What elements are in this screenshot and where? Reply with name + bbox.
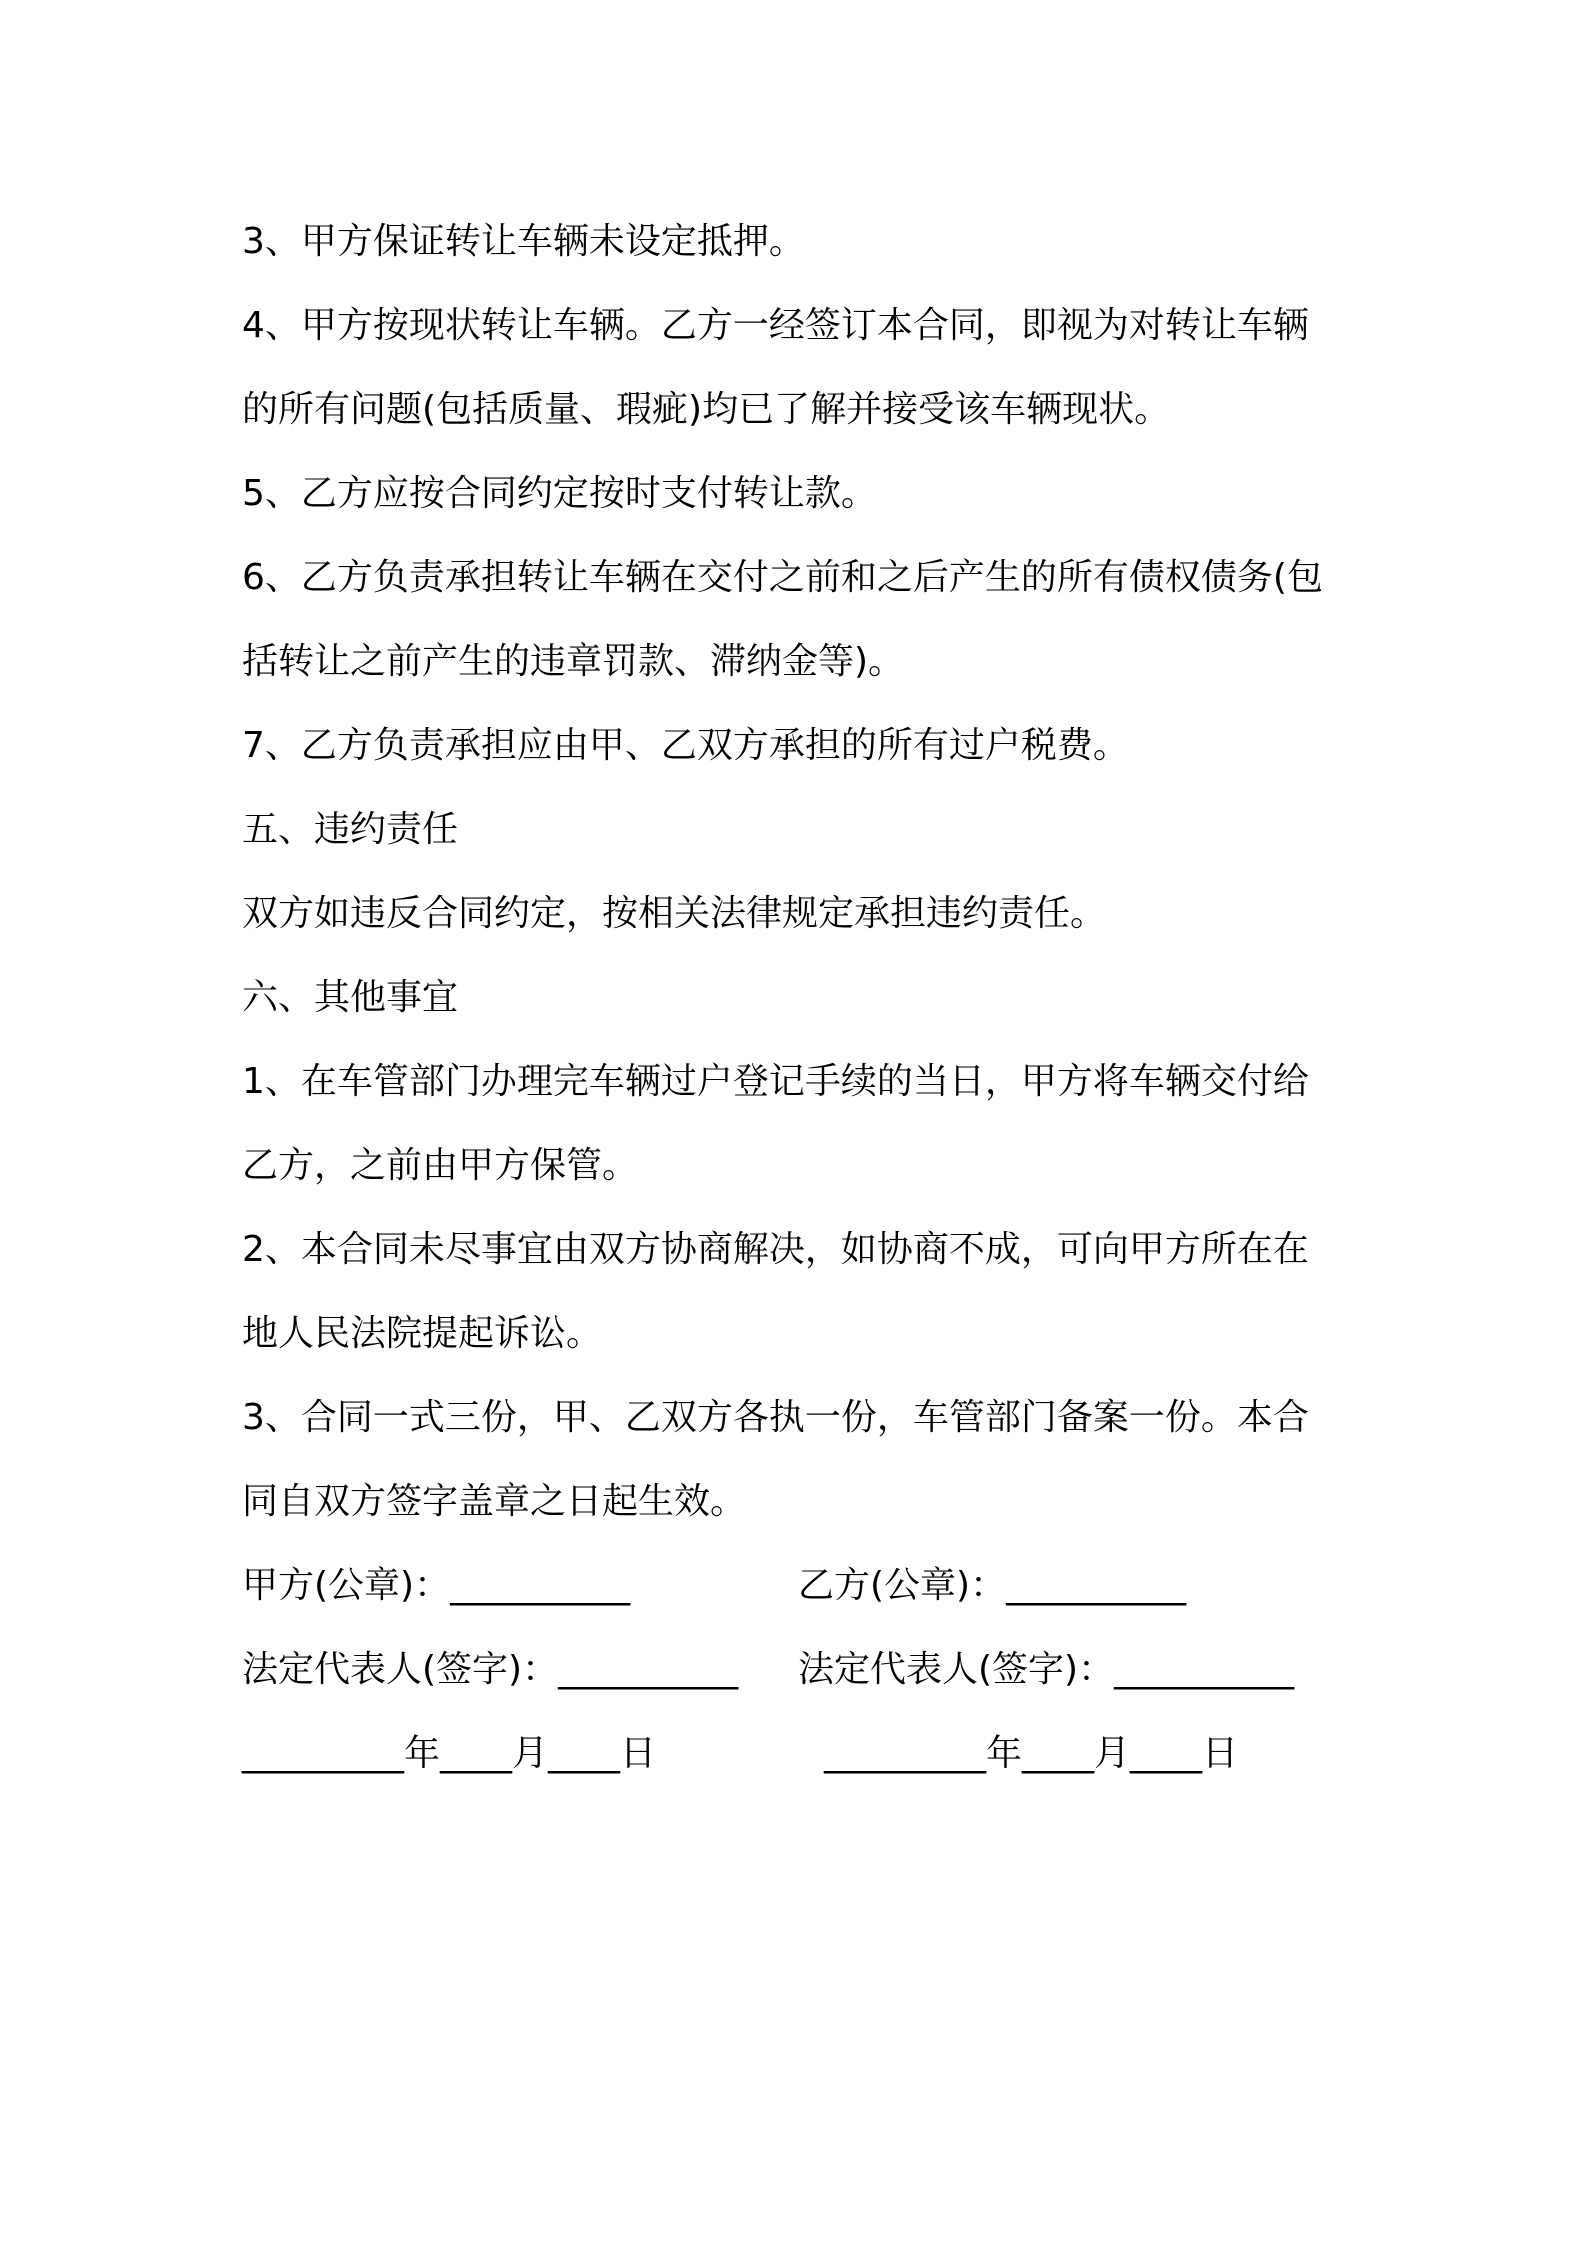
section-6-heading: 六、其他事宜 (242, 977, 459, 1018)
clause-4-line-1: 4、甲方按现状转让车辆。乙方一经签订本合同，即视为对转让车辆 (242, 305, 1309, 346)
document-body (242, 200, 1367, 1796)
party-b-seal-field: 乙方(公章)：__________ (798, 1565, 1187, 1606)
clause-6-line-2: 括转让之前产生的违章罚款、滞纳金等)。 (242, 641, 905, 682)
signature-rep-row (242, 1628, 1367, 1712)
signature-date-row (242, 1712, 1367, 1796)
other-clause-2-line-2: 地人民法院提起诉讼。 (242, 1313, 603, 1354)
clause-6-line-1: 6、乙方负责承担转让车辆在交付之前和之后产生的所有债权债务(包 (242, 557, 1323, 598)
other-clause-2-line-1: 2、本合同未尽事宜由双方协商解决，如协商不成，可向甲方所在在 (242, 1229, 1309, 1270)
party-b-date-field: _________年____月____日 (824, 1733, 1238, 1774)
section-5-heading: 五、违约责任 (242, 809, 459, 850)
party-a-date-field: _________年____月____日 (242, 1733, 656, 1774)
party-a-seal-field: 甲方(公章)：__________ (242, 1565, 631, 1606)
clause-4-line-2: 的所有问题(包括质量、瑕疵)均已了解并接受该车辆现状。 (242, 389, 1171, 430)
party-b-rep-field: 法定代表人(签字)：__________ (798, 1649, 1295, 1690)
other-clause-1-line-2: 乙方，之前由甲方保管。 (242, 1145, 639, 1186)
section-5-text: 双方如违反合同约定，按相关法律规定承担违约责任。 (242, 893, 1107, 934)
clause-7-taxes: 7、乙方负责承担应由甲、乙双方承担的所有过户税费。 (242, 725, 1129, 766)
party-a-rep-field: 法定代表人(签字)：__________ (242, 1649, 739, 1690)
other-clause-3-line-2: 同自双方签字盖章之日起生效。 (242, 1481, 747, 1522)
clause-5-payment: 5、乙方应按合同约定按时支付转让款。 (242, 473, 877, 514)
signature-seal-row (242, 1544, 1367, 1628)
other-clause-1-line-1: 1、在车管部门办理完车辆过户登记手续的当日，甲方将车辆交付给 (242, 1061, 1309, 1102)
other-clause-3-line-1: 3、合同一式三份，甲、乙双方各执一份，车管部门备案一份。本合 (242, 1397, 1309, 1438)
clause-3-mortgage: 3、甲方保证转让车辆未设定抵押。 (242, 221, 805, 262)
